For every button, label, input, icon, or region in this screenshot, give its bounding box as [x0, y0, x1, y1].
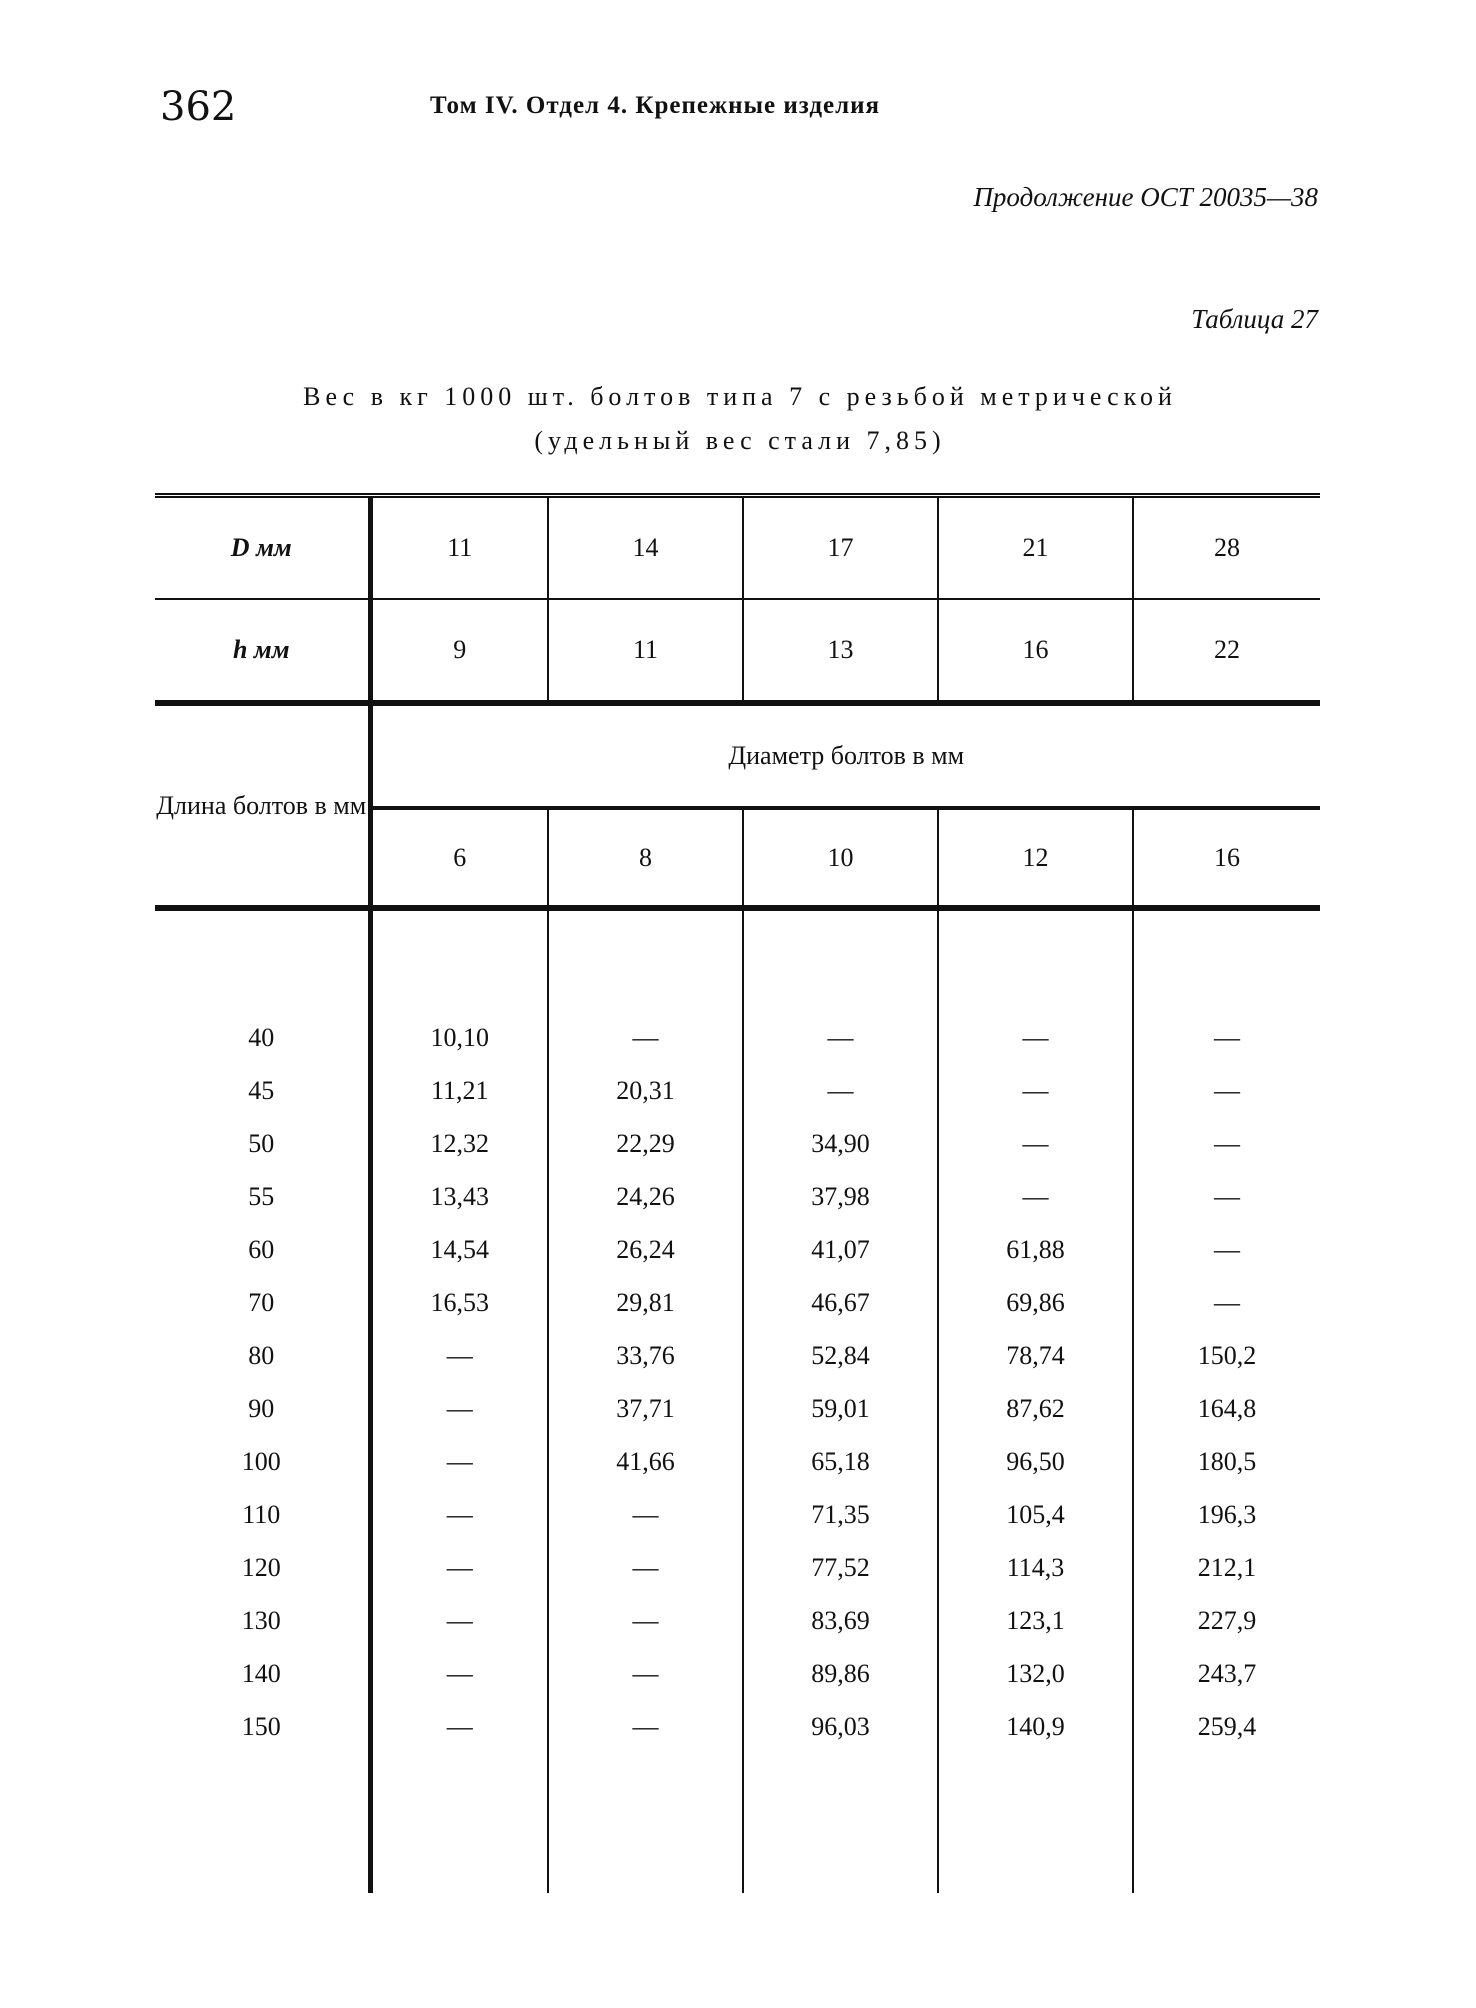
weight-value: —: [446, 1499, 473, 1529]
body-top-spacer: [155, 908, 1320, 1011]
length-value: 150: [155, 1700, 370, 1753]
weight-value: 20,31: [548, 1064, 743, 1117]
d-label: D мм: [155, 496, 370, 600]
weight-value: —: [548, 1488, 743, 1541]
weight-value: 26,24: [548, 1223, 743, 1276]
weight-value: —: [446, 1658, 473, 1688]
d-row: [155, 496, 1320, 600]
table-row: [155, 1647, 1320, 1700]
table-row: [155, 1011, 1320, 1064]
weight-value: 24,26: [548, 1170, 743, 1223]
weight-value: —: [548, 1594, 743, 1647]
d-value: 21: [938, 496, 1133, 600]
weight-value: 89,86: [743, 1647, 938, 1700]
weight-value: —: [1133, 1064, 1320, 1117]
weight-value: 123,1: [938, 1594, 1133, 1647]
length-value: 120: [155, 1541, 370, 1594]
length-value: 80: [155, 1329, 370, 1382]
weight-value: 34,90: [743, 1117, 938, 1170]
table-caption-line1: Вес в кг 1000 шт. болтов типа 7 с резьбой метрической: [303, 382, 1177, 411]
table-caption-line2: (удельный вес стали 7,85): [534, 426, 946, 455]
weight-value: —: [446, 1711, 473, 1741]
weight-value: —: [938, 1117, 1133, 1170]
table-row: [155, 1117, 1320, 1170]
weight-value: —: [548, 1647, 743, 1700]
length-value: 110: [155, 1488, 370, 1541]
weight-value: 78,74: [938, 1329, 1133, 1382]
table-row: [155, 1170, 1320, 1223]
weight-value: 22,29: [548, 1117, 743, 1170]
weight-value: —: [743, 1064, 938, 1117]
weight-value: 164,8: [1133, 1382, 1320, 1435]
weight-value: —: [548, 1700, 743, 1753]
weight-value: 114,3: [938, 1541, 1133, 1594]
weight-value: 10,10: [430, 1022, 489, 1052]
h-value: 13: [743, 599, 938, 703]
weight-value: —: [1133, 1011, 1320, 1064]
d-value: 11: [370, 496, 548, 600]
diameter-value: 16: [1133, 808, 1320, 908]
weight-value: 96,03: [743, 1700, 938, 1753]
table-row: [155, 1064, 1320, 1117]
diameter-label: Диаметр болтов в мм: [370, 703, 1320, 808]
length-value: 140: [155, 1647, 370, 1700]
diameter-value: 12: [938, 808, 1133, 908]
weight-value: —: [446, 1393, 473, 1423]
weight-value: —: [938, 1170, 1133, 1223]
weight-value: 259,4: [1133, 1700, 1320, 1753]
d-value: 14: [548, 496, 743, 600]
length-value: 70: [155, 1276, 370, 1329]
weight-value: 150,2: [1133, 1329, 1320, 1382]
weight-value: —: [446, 1340, 473, 1370]
table-row: [155, 1276, 1320, 1329]
weight-value: 69,86: [938, 1276, 1133, 1329]
weight-value: —: [938, 1064, 1133, 1117]
table-row: [155, 1700, 1320, 1753]
weight-value: —: [548, 1541, 743, 1594]
length-value: 40: [155, 1011, 370, 1064]
d-value: 28: [1133, 496, 1320, 600]
table-row: [155, 1382, 1320, 1435]
weight-value: 132,0: [938, 1647, 1133, 1700]
weight-value: 140,9: [938, 1700, 1133, 1753]
table-body: [155, 908, 1320, 1893]
weight-value: 96,50: [938, 1435, 1133, 1488]
weight-value: 46,67: [743, 1276, 938, 1329]
running-header: Том IV. Отдел 4. Крепежные изделия: [430, 92, 881, 119]
weight-value: 16,53: [430, 1287, 489, 1317]
weight-value: 37,98: [743, 1170, 938, 1223]
weight-value: —: [1133, 1223, 1320, 1276]
weight-value: 33,76: [548, 1329, 743, 1382]
h-value: 16: [938, 599, 1133, 703]
table-row: [155, 1435, 1320, 1488]
weight-value: —: [1133, 1170, 1320, 1223]
h-label: h мм: [155, 599, 370, 703]
weight-value: 196,3: [1133, 1488, 1320, 1541]
body-bottom-spacer: [155, 1753, 1320, 1893]
weight-value: 14,54: [430, 1234, 489, 1264]
weight-value: 83,69: [743, 1594, 938, 1647]
length-value: 55: [155, 1170, 370, 1223]
h-value: 11: [548, 599, 743, 703]
diameter-value: 10: [743, 808, 938, 908]
standard-continuation: Продолжение ОСТ 20035—38: [973, 182, 1318, 212]
weight-value: 59,01: [743, 1382, 938, 1435]
d-value: 17: [743, 496, 938, 600]
length-label: Длина болтов в мм: [155, 703, 370, 908]
h-value: 9: [370, 599, 548, 703]
diameter-value: 6: [370, 808, 548, 908]
table-number: Таблица 27: [1191, 304, 1318, 334]
length-value: 130: [155, 1594, 370, 1647]
weight-value: 212,1: [1133, 1541, 1320, 1594]
weight-value: 52,84: [743, 1329, 938, 1382]
length-value: 90: [155, 1382, 370, 1435]
length-value: 100: [155, 1435, 370, 1488]
h-value: 22: [1133, 599, 1320, 703]
table-row: [155, 1488, 1320, 1541]
diameter-header-row: [155, 703, 1320, 808]
weight-value: 180,5: [1133, 1435, 1320, 1488]
weight-value: —: [938, 1011, 1133, 1064]
bolt-weight-table: [155, 493, 1320, 1893]
weight-value: —: [446, 1605, 473, 1635]
table-row: [155, 1223, 1320, 1276]
diameter-value: 8: [548, 808, 743, 908]
table-row: [155, 1594, 1320, 1647]
length-value: 50: [155, 1117, 370, 1170]
table-row: [155, 1541, 1320, 1594]
weight-value: 12,32: [430, 1128, 489, 1158]
weight-value: —: [1133, 1276, 1320, 1329]
weight-value: —: [548, 1011, 743, 1064]
weight-value: 77,52: [743, 1541, 938, 1594]
length-value: 45: [155, 1064, 370, 1117]
weight-value: —: [446, 1552, 473, 1582]
weight-value: 41,66: [548, 1435, 743, 1488]
weight-value: 41,07: [743, 1223, 938, 1276]
h-row: [155, 599, 1320, 703]
length-value: 60: [155, 1223, 370, 1276]
weight-value: 65,18: [743, 1435, 938, 1488]
weight-value: 37,71: [548, 1382, 743, 1435]
weight-value: —: [446, 1446, 473, 1476]
weight-value: 11,21: [430, 1075, 489, 1105]
weight-value: 71,35: [743, 1488, 938, 1541]
weight-value: 87,62: [938, 1382, 1133, 1435]
table-row: [155, 1329, 1320, 1382]
weight-value: 13,43: [430, 1181, 489, 1211]
weight-value: 29,81: [548, 1276, 743, 1329]
weight-value: —: [1133, 1117, 1320, 1170]
weight-value: 227,9: [1133, 1594, 1320, 1647]
weight-value: 61,88: [938, 1223, 1133, 1276]
weight-value: —: [743, 1011, 938, 1064]
weight-value: 243,7: [1133, 1647, 1320, 1700]
weight-value: 105,4: [938, 1488, 1133, 1541]
page-number: 362: [160, 84, 237, 130]
